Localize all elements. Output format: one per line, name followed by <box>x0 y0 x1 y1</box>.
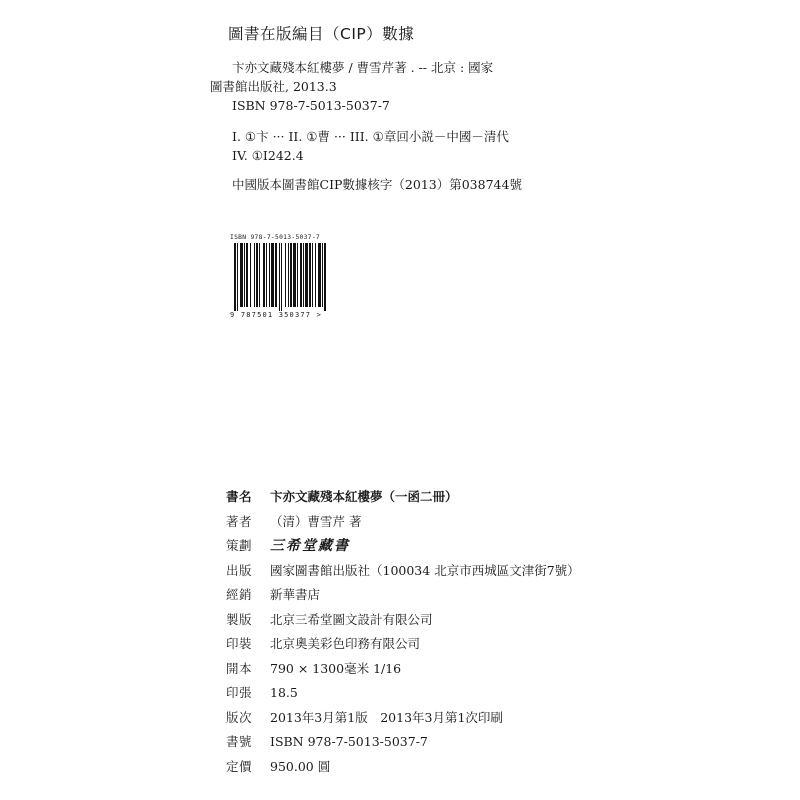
cip-heading: 圖書在版編目（CIP）數據 <box>228 25 415 43</box>
barcode-bar <box>275 243 277 307</box>
barcode-bottom-text: 9 787501 350377 > <box>230 311 323 319</box>
info-value: ISBN 978-7-5013-5037-7 <box>270 733 428 749</box>
info-row-publisher <box>226 558 706 583</box>
barcode-bar <box>266 243 267 307</box>
barcode-bar <box>263 243 265 307</box>
barcode-bar <box>237 243 238 311</box>
cip-classification-line: I. ①卞 ··· II. ①曹 ··· III. ①章回小説－中國－清代 <box>232 129 509 144</box>
info-label: 版次 <box>226 709 253 725</box>
barcode-bar <box>254 243 255 307</box>
info-value: 18.5 <box>270 684 298 700</box>
info-value: 卞亦文藏殘本紅樓夢（一函二冊） <box>270 489 458 505</box>
info-row-author <box>226 509 706 534</box>
cip-clc-line: IV. ①I242.4 <box>232 148 304 163</box>
info-label: 著者 <box>226 513 253 529</box>
barcode-bar <box>250 243 251 307</box>
info-value: 國家圖書館出版社（100034 北京市西城區文津街7號） <box>270 562 580 578</box>
info-value: 2013年3月第1版 2013年3月第1次印刷 <box>270 709 503 725</box>
info-label: 印裝 <box>226 636 253 652</box>
barcode-bar <box>293 243 296 307</box>
barcode-bar <box>240 243 243 307</box>
info-label: 開本 <box>226 660 253 676</box>
barcode-bar <box>315 243 316 307</box>
barcode-bar <box>312 243 313 307</box>
info-row-format <box>226 656 706 681</box>
cip-block <box>210 58 630 194</box>
info-value: 北京奧美彩色印務有限公司 <box>270 636 421 652</box>
barcode-bar <box>297 243 298 307</box>
info-row-planner <box>226 533 706 558</box>
info-label: 策劃 <box>226 538 253 554</box>
barcode-bar <box>305 243 308 307</box>
barcode <box>230 234 342 320</box>
barcode-bars <box>234 243 338 311</box>
info-label: 定價 <box>226 758 253 774</box>
info-table <box>226 484 706 778</box>
info-label: 經銷 <box>226 587 253 603</box>
barcode-bar <box>303 243 304 307</box>
info-row-price <box>226 754 706 779</box>
info-row-title <box>226 484 706 509</box>
info-row-edition <box>226 705 706 730</box>
info-value: 新華書店 <box>270 587 321 603</box>
info-label: 出版 <box>226 562 253 578</box>
cip-title-line: 卞亦文藏殘本紅樓夢 / 曹雪芹著 . -- 北京 : 國家 <box>232 60 494 75</box>
barcode-bar <box>322 243 323 307</box>
barcode-bar <box>271 243 274 307</box>
info-value: 790 × 1300毫米 1/16 <box>270 660 402 676</box>
info-value: （清）曹雪芹 著 <box>270 513 362 529</box>
cip-record-line: 中國版本圖書館CIP數據核字（2013）第038744號 <box>232 177 522 192</box>
barcode-bar <box>256 243 258 307</box>
info-label: 書號 <box>226 734 253 750</box>
cip-isbn-line: ISBN 978-7-5013-5037-7 <box>232 98 390 113</box>
barcode-bar <box>269 243 270 307</box>
barcode-bar <box>281 243 282 311</box>
info-value: 三希堂藏書 <box>270 538 350 555</box>
barcode-bar <box>318 243 321 307</box>
info-label: 書名 <box>226 489 253 505</box>
barcode-bar <box>300 243 302 307</box>
barcode-bar <box>279 243 280 311</box>
info-row-distributor <box>226 582 706 607</box>
info-value: 北京三希堂圖文設計有限公司 <box>270 611 433 627</box>
cip-publisher-line: 圖書館出版社, 2013.3 <box>210 79 337 94</box>
barcode-top-text: ISBN 978-7-5013-5037-7 <box>230 234 321 241</box>
barcode-bar <box>290 243 292 307</box>
info-row-isbn <box>226 729 706 754</box>
barcode-bar <box>288 243 289 307</box>
barcode-bar <box>246 243 248 307</box>
info-label: 製版 <box>226 611 253 627</box>
info-row-sheets <box>226 680 706 705</box>
barcode-bar <box>309 243 311 307</box>
info-row-printing <box>226 631 706 656</box>
barcode-bar <box>244 243 245 307</box>
info-value: 950.00 圓 <box>270 758 331 774</box>
barcode-bar <box>285 243 286 307</box>
barcode-bar <box>234 243 236 311</box>
barcode-bar <box>259 243 260 307</box>
barcode-bar <box>324 243 326 311</box>
info-row-platemaking <box>226 607 706 632</box>
info-label: 印張 <box>226 685 253 701</box>
